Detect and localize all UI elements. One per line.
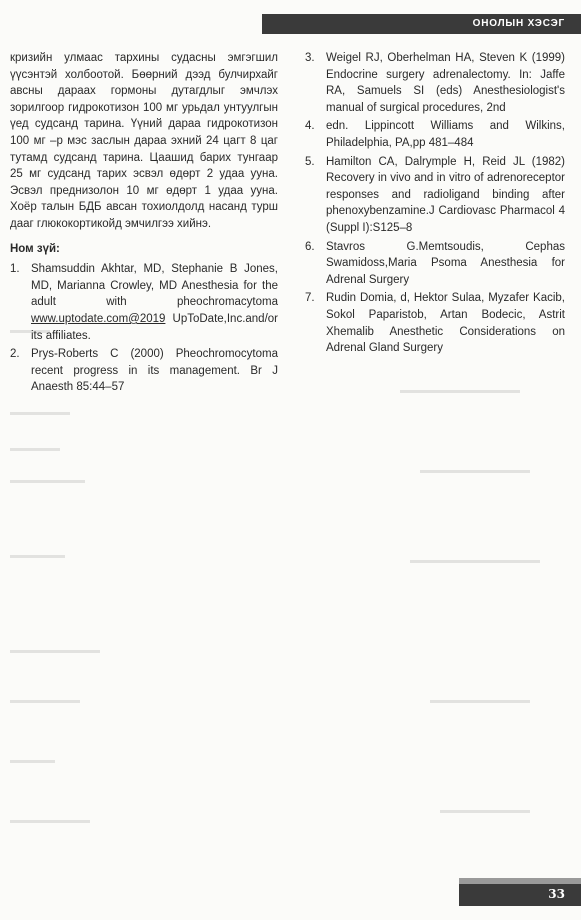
reference-item xyxy=(305,118,565,151)
reference-text: Prys-Roberts C (2000) Pheochromocytoma recent progress in its management. Br J Anaesth 85:44–57 xyxy=(31,348,278,394)
reference-text: Shamsuddin Akhtar, MD, Stephanie B Jones, MD, Marianna Crowley, MD Anesthesia for the adult with pheochromacytoma xyxy=(31,263,278,309)
right-column xyxy=(305,50,565,359)
reference-item xyxy=(305,239,565,289)
show-through-line xyxy=(400,390,520,393)
reference-number: 7. xyxy=(305,292,315,305)
show-through-line xyxy=(10,412,70,415)
show-through-line xyxy=(410,560,540,563)
references-list xyxy=(305,50,565,357)
reference-number: 1. xyxy=(10,263,20,276)
show-through-line xyxy=(10,650,100,653)
references-heading: Ном зүй: xyxy=(10,242,60,255)
show-through-line xyxy=(10,700,80,703)
left-column xyxy=(10,50,278,398)
body-paragraph: кризийн улмаас тархины судасны эмгэгшил үүсэнтэй холбоотой. Бөөрний дээд булчирхайг авсны дараах гормоны дутагдлыг эмчлэх зорилгоор гидрокотизон 100 мг урьдал унтуулгын үед судсанд тарина. Үүний дараа гидрокотизон 100 мг –р мэс заслын дараа эхний 24 цагт 8 цаг тутамд судсанд тарина. Цаашид барих тунгаар 25 мг судсанд тарих эсвэл өдөрт 2 удаа ууна. Эсвэл преднизолон 10 мг өдөрт 1 удаа ууна. Хоёр талын БДБ авсан тохиолдолд насанд турш дааг глюкокортикойд эмчилгээ хийнэ. xyxy=(10,52,278,230)
reference-number: 3. xyxy=(305,52,315,64)
show-through-line xyxy=(10,760,55,763)
reference-link[interactable]: www.uptodate.com@2019 xyxy=(31,312,166,325)
reference-text: Stavros G.Memtsoudis, Cephas Swamidoss,Maria Psoma Anesthesia for Adrenal Surgery xyxy=(326,240,565,286)
reference-text: UpToDate,Inc.and/or its affiliates. xyxy=(31,312,278,342)
reference-text: edn. Lippincott Williams and Wilkins, Philadelphia, PA,pp 481–484 xyxy=(326,120,565,149)
footer-bar xyxy=(459,884,581,906)
show-through-line xyxy=(10,555,65,558)
show-through-line xyxy=(10,480,85,483)
show-through-line xyxy=(420,470,530,473)
show-through-line xyxy=(440,810,530,813)
show-through-line xyxy=(10,448,60,451)
reference-item xyxy=(305,50,565,116)
reference-item xyxy=(10,261,278,344)
reference-text: Rudin Domia, d, Hektor Sulaa, Myzafer Kacib, Sokol Paparistob, Artan Bodecic, Astrit Xhemalib Anesthetic Considerations on Adrenal Gland Surgery xyxy=(326,292,565,355)
section-header-bar xyxy=(262,14,581,34)
reference-text: Weigel RJ, Oberhelman HA, Steven K (1999) Endocrine surgery adrenalectomy. In: Jaffe RA, Samuels SI (eds) Anesthesiologist's manual of surgical procedures, 2nd xyxy=(326,52,565,114)
reference-text: Hamilton CA, Dalrymple H, Reid JL (1982) Recovery in vivo and in vitro of adrenoreceptor responses and radioligand binding after phenoxybenzamine.J Cardiovasc Pharmacol 4 (Suppl I):S125–8 xyxy=(326,155,565,234)
section-title: ОНОЛЫН ХЭСЭГ xyxy=(472,18,565,29)
reference-number: 6. xyxy=(305,240,315,253)
show-through-line xyxy=(10,820,90,823)
reference-number: 4. xyxy=(305,120,315,133)
reference-number: 2. xyxy=(10,348,20,361)
references-list xyxy=(10,261,278,396)
reference-item xyxy=(305,290,565,356)
reference-number: 5. xyxy=(305,155,315,168)
reference-item xyxy=(305,154,565,237)
page-number: 33 xyxy=(548,887,565,901)
reference-item xyxy=(10,346,278,396)
show-through-line xyxy=(430,700,530,703)
